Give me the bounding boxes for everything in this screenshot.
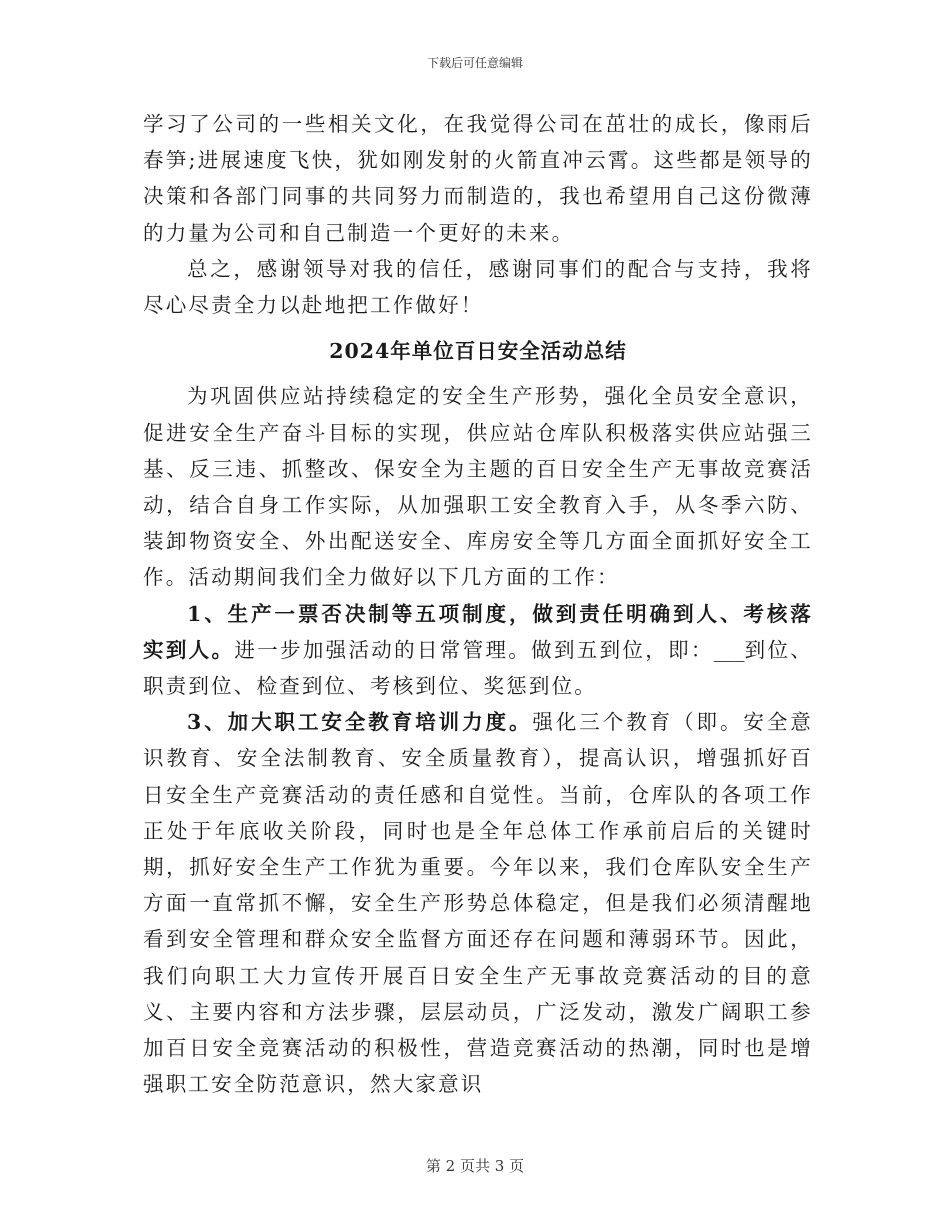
item-3-text: 强化三个教育（即。安全意识教育、安全法制教育、安全质量教育），提高认识，增强抓好百日安全生产竞赛活动的责任感和自觉性。当前，仓库队的各项工作正处于年底收关阶段，同时也是全年总体工作承前启后的关键时期，抓好安全生产工作犹为重要。今年以来，我们仓库队安全生产方面一直常抓不懈，安全生产形势总体稳定，但是我们必须清醒地看到安全管理和群众安全监督方面还存在问题和薄弱环节。因此，我们向职工大力宣传开展百日安全生产无事故竞赛活动的目的意义、主要内容和方法步骤，层层动员，广泛发动，激发广阔职工参加百日安全竞赛活动的积极性，营造竞赛活动的热潮，同时也是增强职工安全防范意识，然大家意识 (143, 710, 813, 1097)
paragraph-thanks: 总之，感谢领导对我的信任，感谢同事们的配合与支持，我将尽心尽责全力以赴地把工作做好！ (143, 256, 813, 318)
page-footer: 第 2 页共 3 页 (425, 1157, 525, 1175)
item-1-text-b: 到位、职责到位、检查到位、考核到位、奖惩到位。 (143, 637, 813, 699)
item-1-blank: ___ (713, 637, 745, 662)
item-3-heading: 3、加大职工安全教育培训力度。 (187, 710, 533, 735)
paragraph-intro: 为巩固供应站持续稳定的安全生产形势，强化全员安全意识，促进安全生产奋斗目标的实现，供应站仓库队积极落实供应站强三基、反三违、抓整改、保安全为主题的百日安全生产无事故竞赛活动，结合自身工作实际，从加强职工安全教育入手，从冬季六防、装卸物资安全、外出配送安全、库房安全等几方面全面抓好安全工作。活动期间我们全力做好以下几方面的工作： (143, 384, 813, 590)
item-1-heading: 1、生产一票否决制等五项制度，做到责任明确到人、考核落实到人。 (143, 601, 813, 662)
page-header: 下载后可任意编辑 (426, 56, 523, 70)
paragraph-item-1 (143, 596, 813, 705)
document-body (143, 106, 813, 1102)
section-title: 2024年单位百日安全活动总结 (329, 339, 627, 364)
paragraph-culture: 学习了公司的一些相关文化，在我觉得公司在茁壮的成长，像雨后春笋;进展速度飞快，犹如刚发射的火箭直冲云霄。这些都是领导的决策和各部门同事的共同努力而制造的，我也希望用自己这份微薄的力量为公司和自己制造一个更好的未来。 (143, 112, 813, 245)
paragraph-item-3 (143, 704, 813, 1102)
item-1-text-a: 进一步加强活动的日常管理。做到五到位，即： (234, 637, 714, 662)
